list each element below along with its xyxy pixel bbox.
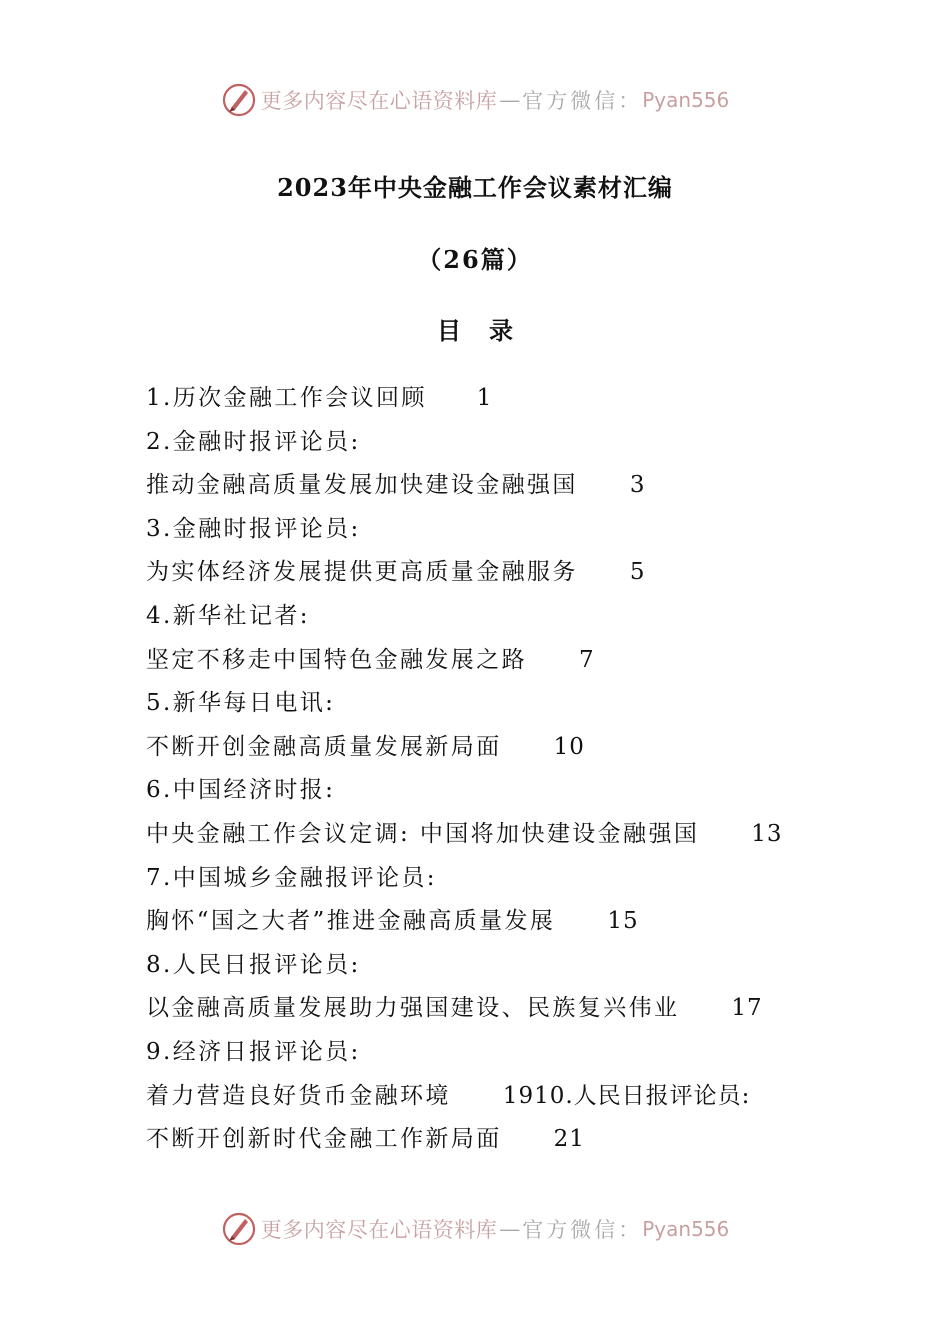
watermark-banner-bottom — [0, 1211, 950, 1247]
toc-page-number: 5 — [629, 559, 646, 586]
toc-line: 4.新华社记者: — [146, 603, 310, 629]
watermark-banner-top — [0, 82, 950, 118]
watermark-text: 更多内容尽在心语资料库 — [260, 89, 498, 113]
toc-page-number: 3 — [629, 472, 646, 499]
toc-page-number: 21 — [553, 1126, 585, 1153]
pen-logo-icon — [221, 82, 257, 118]
toc-line: 2.金融时报评论员: — [146, 428, 361, 455]
toc-line: 中央金融工作会议定调: 中国将加快建设金融强国 13 — [146, 814, 783, 854]
document-subtitle: （26篇） — [417, 245, 533, 274]
toc-line: 7.中国城乡金融报评论员: — [146, 864, 437, 891]
toc-line: 3.金融时报评论员: — [146, 515, 361, 542]
toc-page-number: 17 — [731, 995, 763, 1022]
document-title: 2023年中央金融工作会议素材汇编 — [277, 173, 673, 202]
pen-logo-icon — [221, 1211, 257, 1247]
toc-line: 坚定不移走中国特色金融发展之路 7 — [146, 640, 595, 680]
toc-line: 胸怀“国之大者”推进金融高质量发展 15 — [146, 901, 639, 941]
toc-line: 以金融高质量发展助力强国建设、民族复兴伟业 17 — [146, 988, 763, 1028]
toc-page-number: 7 — [579, 646, 595, 673]
watermark-wechat-label: 官方微信： — [522, 1218, 643, 1242]
toc-heading: 目录 — [437, 316, 541, 345]
toc-line: 推动金融高质量发展加快建设金融强国 3 — [146, 465, 645, 505]
toc-line: 6.中国经济时报: — [146, 777, 336, 804]
toc-page-number: 1 — [476, 385, 493, 411]
toc-page-number: 1910.人民日报评论员: — [502, 1082, 751, 1109]
toc-line: 不断开创新时代金融工作新局面 21 — [146, 1119, 585, 1159]
toc-line: 1.历次金融工作会议回顾 1 — [146, 378, 492, 418]
toc-page-number: 10 — [553, 733, 585, 760]
watermark-wechat-id: Pyan556 — [642, 1217, 730, 1241]
toc-line: 9.经济日报评论员: — [146, 1039, 361, 1065]
toc-page-number: 13 — [751, 821, 783, 847]
watermark-wechat-label: 官方微信： — [522, 89, 643, 113]
toc-line: 8.人民日报评论员: — [146, 951, 361, 978]
toc-line: 为实体经济发展提供更高质量金融服务 5 — [146, 552, 645, 592]
watermark-separator: — — [499, 1217, 521, 1241]
toc-line: 5.新华每日电讯: — [146, 690, 336, 717]
toc-page-number: 15 — [607, 908, 639, 935]
watermark-text: 更多内容尽在心语资料库 — [260, 1218, 498, 1242]
toc-line: 着力营造良好货币金融环境 1910.人民日报评论员: — [146, 1076, 750, 1116]
toc-line: 不断开创金融高质量发展新局面 10 — [146, 727, 585, 767]
watermark-separator: — — [499, 88, 521, 112]
watermark-wechat-id: Pyan556 — [642, 88, 730, 112]
